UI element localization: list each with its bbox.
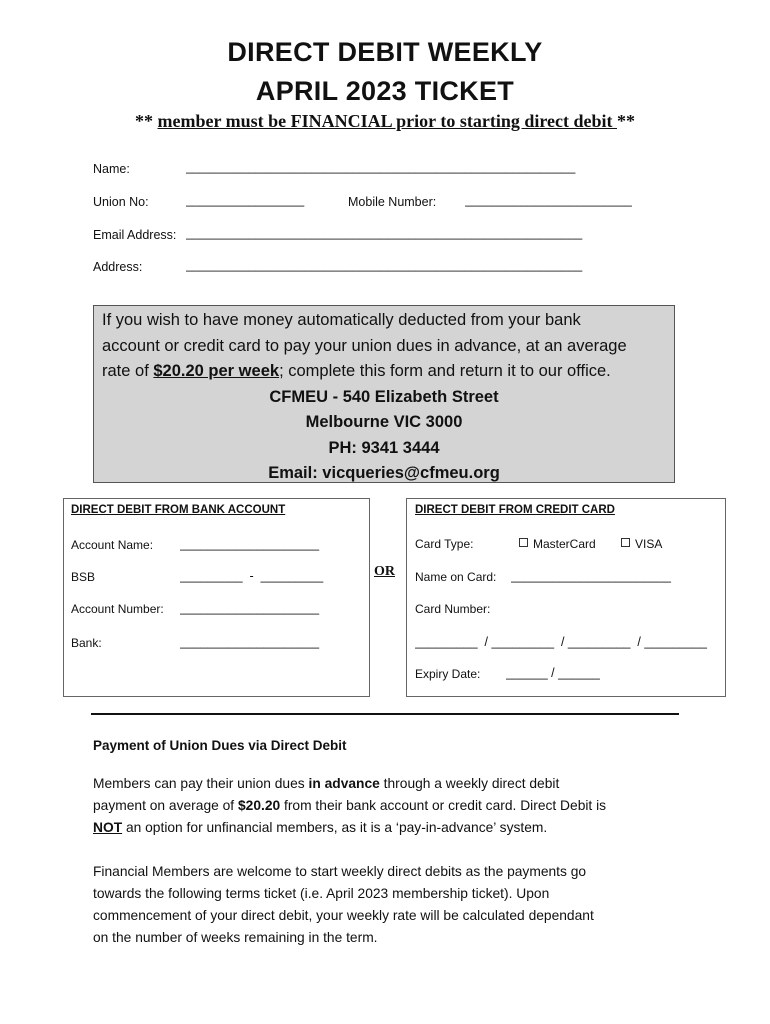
- info-line-3: [102, 359, 666, 385]
- mobile-number-field[interactable]: ________________________: [465, 193, 632, 207]
- p2-line-3: commencement of your direct debit, your weekly rate will be calculated dependant: [93, 908, 594, 923]
- title-line-2: APRIL 2023 TICKET: [255, 76, 515, 106]
- p2-line-4: on the number of weeks remaining in the term.: [93, 930, 378, 945]
- notice-text: member must be FINANCIAL prior to starting direct debit: [157, 111, 617, 131]
- p1-text-d: payment on average of: [93, 798, 238, 813]
- card-type-label: Card Type:: [415, 537, 474, 551]
- office-phone: PH: 9341 3444: [328, 438, 440, 457]
- p1-line-1: [93, 773, 683, 795]
- info-rate-prefix: rate of: [102, 362, 154, 380]
- payment-paragraph-2: [93, 861, 683, 949]
- p1-line-3: [93, 817, 683, 839]
- card-panel-heading: DIRECT DEBIT FROM CREDIT CARD: [415, 504, 615, 516]
- info-line-2: account or credit card to pay your union dues in advance, at an average: [102, 336, 627, 355]
- p1-line-2: [93, 795, 683, 817]
- name-field[interactable]: ________________________________________________________: [186, 160, 576, 174]
- account-number-field[interactable]: ____________________: [180, 601, 320, 615]
- card-number-label: Card Number:: [415, 602, 491, 616]
- direct-debit-info-box: [93, 305, 675, 483]
- union-no-field[interactable]: _________________: [186, 193, 305, 207]
- bank-account-panel: [63, 498, 370, 697]
- address-label: Address:: [93, 260, 143, 274]
- p2-line-2: towards the following terms ticket (i.e. April 2023 membership ticket). Upon: [93, 886, 550, 901]
- expiry-date-label: Expiry Date:: [415, 667, 481, 681]
- notice-prefix: **: [135, 111, 158, 131]
- email-address-label: Email Address:: [93, 228, 177, 242]
- card-number-field[interactable]: _________ / _________ / _________ / _________: [415, 635, 707, 649]
- p1-in-advance: in advance: [308, 776, 380, 791]
- union-no-label: Union No:: [93, 195, 149, 209]
- bank-label: Bank:: [71, 636, 102, 650]
- p1-not: NOT: [93, 820, 123, 835]
- p1-text-c: through a weekly direct debit: [379, 776, 560, 791]
- visa-checkbox[interactable]: [621, 538, 630, 547]
- info-rate-suffix: ; complete this form and return it to our office.: [279, 362, 611, 380]
- bank-panel-heading: DIRECT DEBIT FROM BANK ACCOUNT: [71, 504, 286, 516]
- expiry-date-field[interactable]: ______ / ______: [506, 666, 600, 680]
- bsb-label: BSB: [71, 570, 96, 584]
- name-on-card-field[interactable]: _______________________: [511, 569, 671, 583]
- account-name-label: Account Name:: [71, 538, 154, 552]
- name-label: Name:: [93, 162, 130, 176]
- mobile-number-label: Mobile Number:: [348, 195, 437, 209]
- name-on-card-label: Name on Card:: [415, 570, 497, 584]
- visa-option[interactable]: [621, 537, 662, 551]
- p1-text-f: from their bank account or credit card. Direct Debit is: [280, 798, 607, 813]
- p1-text-a: Members can pay their union dues: [93, 776, 309, 791]
- or-separator: OR: [374, 564, 395, 579]
- weekly-rate: $20.20 per week: [153, 362, 280, 380]
- bsb-field[interactable]: _________ - _________: [180, 569, 324, 583]
- p2-line-1: Financial Members are welcome to start weekly direct debits as the payments go: [93, 864, 587, 879]
- visa-label: VISA: [635, 537, 663, 551]
- account-name-field[interactable]: ____________________: [180, 537, 320, 551]
- p1-text-h: an option for unfinancial members, as it is a ‘pay-in-advance’ system.: [122, 820, 548, 835]
- notice-suffix: **: [616, 111, 635, 131]
- office-address: CFMEU - 540 Elizabeth Street: [269, 387, 499, 406]
- office-email: Email: vicqueries@cfmeu.org: [268, 464, 500, 482]
- credit-card-panel: [406, 498, 726, 697]
- info-line-1: If you wish to have money automatically deducted from your bank: [102, 311, 581, 329]
- title-line-1: DIRECT DEBIT WEEKLY: [227, 37, 543, 67]
- address-field[interactable]: _________________________________________________________: [186, 258, 583, 272]
- financial-notice: [0, 111, 770, 132]
- office-city: Melbourne VIC 3000: [305, 413, 463, 431]
- mastercard-label: MasterCard: [533, 537, 596, 551]
- mastercard-option[interactable]: [519, 537, 596, 551]
- payment-heading: Payment of Union Dues via Direct Debit: [93, 738, 347, 753]
- mastercard-checkbox[interactable]: [519, 538, 528, 547]
- bank-field[interactable]: ____________________: [180, 635, 320, 649]
- payment-paragraph-1: [93, 773, 683, 839]
- account-number-label: Account Number:: [71, 602, 164, 616]
- email-address-field[interactable]: _________________________________________________________: [186, 226, 583, 240]
- p1-amount: $20.20: [237, 798, 281, 813]
- section-divider: [91, 713, 679, 715]
